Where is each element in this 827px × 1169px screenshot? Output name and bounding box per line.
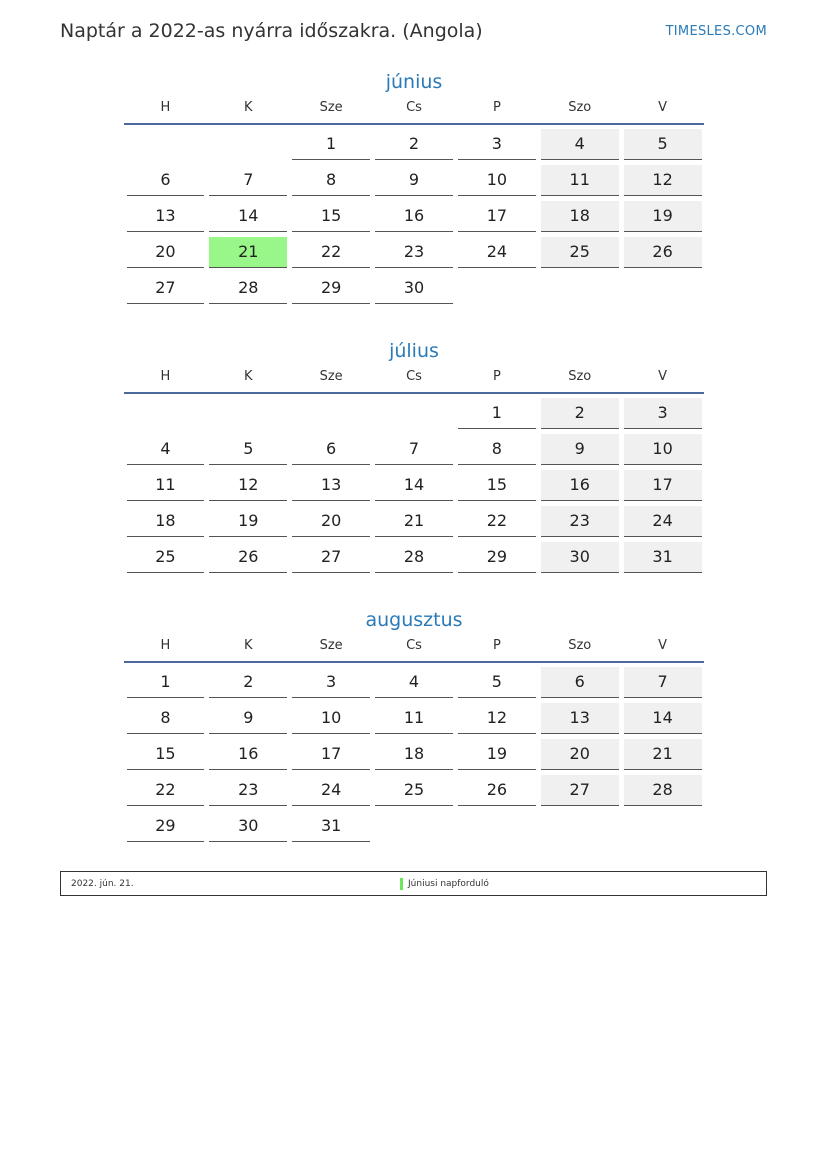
day-cell (455, 771, 538, 807)
day-cell (455, 663, 538, 699)
day-number: 19 (209, 506, 287, 537)
day-cell (538, 161, 621, 197)
empty-day-cell (538, 269, 621, 305)
day-number: 15 (458, 470, 536, 501)
week-row (124, 197, 704, 233)
day-cell (621, 699, 704, 735)
day-number: 20 (127, 237, 205, 268)
day-number: 10 (458, 165, 536, 196)
day-cell (455, 538, 538, 574)
day-number: 12 (458, 703, 536, 734)
day-cell (538, 394, 621, 430)
day-number: 12 (624, 165, 702, 196)
day-cell (124, 466, 207, 502)
day-cell (538, 663, 621, 699)
weekday-label: Cs (406, 100, 422, 115)
day-cell (621, 430, 704, 466)
day-cell (621, 466, 704, 502)
day-number (127, 129, 205, 159)
day-cell (455, 466, 538, 502)
day-cell (621, 538, 704, 574)
week-row (124, 807, 704, 843)
week-row (124, 233, 704, 269)
weekday-label: Cs (406, 638, 422, 653)
day-number: 14 (375, 470, 453, 501)
day-number: 13 (292, 470, 370, 501)
day-cell (373, 466, 456, 502)
weekday-label: V (658, 100, 668, 115)
day-number: 5 (458, 667, 536, 698)
day-number: 7 (209, 165, 287, 196)
day-number: 28 (209, 273, 287, 304)
day-cell (207, 807, 290, 843)
day-number: 29 (458, 542, 536, 573)
day-cell (538, 466, 621, 502)
weekday-label: H (160, 638, 171, 653)
day-cell (373, 430, 456, 466)
day-cell (124, 197, 207, 233)
day-cell (373, 269, 456, 305)
day-number: 24 (624, 506, 702, 537)
week-row (124, 502, 704, 538)
week-row (124, 430, 704, 466)
week-row (124, 394, 704, 430)
day-cell (290, 502, 373, 538)
day-cell (207, 538, 290, 574)
day-number (127, 398, 205, 428)
day-cell (538, 699, 621, 735)
day-number (541, 273, 619, 303)
day-cell (373, 197, 456, 233)
empty-day-cell (538, 807, 621, 843)
day-number: 14 (624, 703, 702, 734)
day-cell (538, 197, 621, 233)
day-cell (207, 233, 290, 269)
day-number (375, 398, 453, 428)
day-cell (290, 466, 373, 502)
day-number: 17 (624, 470, 702, 501)
day-number: 10 (292, 703, 370, 734)
day-cell (290, 807, 373, 843)
day-cell (455, 735, 538, 771)
day-number (292, 398, 370, 428)
weekday-label: H (160, 100, 171, 115)
day-cell (290, 233, 373, 269)
day-cell (455, 502, 538, 538)
empty-day-cell (373, 394, 456, 430)
day-cell (290, 771, 373, 807)
day-number: 30 (541, 542, 619, 573)
day-cell (621, 502, 704, 538)
day-number: 23 (209, 775, 287, 806)
day-cell (538, 538, 621, 574)
weekday-header (124, 635, 704, 663)
day-cell (373, 663, 456, 699)
empty-day-cell (455, 807, 538, 843)
day-number: 4 (375, 667, 453, 698)
empty-day-cell (290, 394, 373, 430)
month-name: június (385, 71, 443, 93)
day-number: 27 (127, 273, 205, 304)
day-number: 15 (127, 739, 205, 770)
day-number (624, 811, 702, 841)
day-cell (538, 735, 621, 771)
day-number: 31 (292, 811, 370, 842)
day-cell (455, 125, 538, 161)
day-cell (124, 735, 207, 771)
day-cell (621, 394, 704, 430)
day-cell (373, 699, 456, 735)
day-cell (373, 161, 456, 197)
day-cell (290, 735, 373, 771)
day-cell (207, 466, 290, 502)
weekday-header (124, 366, 704, 394)
day-number: 29 (292, 273, 370, 304)
day-number: 11 (127, 470, 205, 501)
day-number: 14 (209, 201, 287, 232)
day-number: 8 (127, 703, 205, 734)
day-cell (538, 502, 621, 538)
day-number: 17 (292, 739, 370, 770)
day-cell (124, 269, 207, 305)
day-number: 1 (458, 398, 536, 429)
legend-date: 2022. jún. 21. (71, 879, 134, 889)
weekday-label: Szo (568, 638, 592, 653)
day-number: 10 (624, 434, 702, 465)
empty-day-cell (455, 269, 538, 305)
day-number: 19 (458, 739, 536, 770)
week-row (124, 125, 704, 161)
day-number: 30 (375, 273, 453, 304)
day-cell (124, 699, 207, 735)
weekday-label: H (160, 369, 171, 384)
day-number: 20 (541, 739, 619, 770)
day-cell (124, 233, 207, 269)
day-number: 31 (624, 542, 702, 573)
day-number: 28 (624, 775, 702, 806)
day-cell (207, 430, 290, 466)
day-cell (373, 125, 456, 161)
day-number: 19 (624, 201, 702, 232)
day-number: 12 (209, 470, 287, 501)
day-number: 6 (127, 165, 205, 196)
day-cell (621, 663, 704, 699)
day-cell (290, 663, 373, 699)
day-number: 8 (458, 434, 536, 465)
day-number: 7 (375, 434, 453, 465)
day-cell (207, 197, 290, 233)
day-number: 2 (375, 129, 453, 160)
day-number: 4 (127, 434, 205, 465)
day-cell (455, 430, 538, 466)
weekday-label: Szo (568, 100, 592, 115)
weekday-label: Sze (319, 638, 343, 653)
weekday-label: Cs (406, 369, 422, 384)
day-number (541, 811, 619, 841)
day-number (624, 273, 702, 303)
day-number: 11 (375, 703, 453, 734)
month-name: július (389, 340, 439, 362)
day-number (375, 811, 453, 841)
day-cell (290, 197, 373, 233)
weekday-label: P (492, 100, 501, 115)
day-cell (124, 502, 207, 538)
day-number: 24 (292, 775, 370, 806)
day-number: 13 (541, 703, 619, 734)
day-number: 26 (209, 542, 287, 573)
legend (60, 871, 767, 896)
site-link[interactable]: TIMESLES.COM (665, 24, 767, 39)
empty-day-cell (207, 394, 290, 430)
day-number: 18 (541, 201, 619, 232)
day-number: 13 (127, 201, 205, 232)
day-cell (207, 502, 290, 538)
day-cell (124, 538, 207, 574)
day-number: 11 (541, 165, 619, 196)
day-cell (207, 269, 290, 305)
day-number: 22 (292, 237, 370, 268)
weekday-label: P (492, 369, 501, 384)
week-row (124, 161, 704, 197)
empty-day-cell (621, 807, 704, 843)
day-cell (621, 771, 704, 807)
weekday-header (124, 97, 704, 125)
month-1 (124, 67, 704, 305)
day-number: 4 (541, 129, 619, 160)
day-cell (621, 197, 704, 233)
weekday-label: V (658, 369, 668, 384)
day-number: 21 (375, 506, 453, 537)
day-cell (621, 161, 704, 197)
day-number: 9 (209, 703, 287, 734)
day-number: 28 (375, 542, 453, 573)
day-number: 3 (458, 129, 536, 160)
empty-day-cell (124, 125, 207, 161)
day-number: 2 (541, 398, 619, 429)
day-number: 27 (292, 542, 370, 573)
weekday-label: Sze (319, 100, 343, 115)
day-number: 25 (541, 237, 619, 268)
day-number: 22 (127, 775, 205, 806)
weekday-label: V (658, 638, 668, 653)
day-number: 5 (209, 434, 287, 465)
day-cell (207, 735, 290, 771)
legend-label: Júniusi napforduló (408, 879, 489, 889)
day-number: 23 (375, 237, 453, 268)
day-cell (455, 394, 538, 430)
day-cell (538, 430, 621, 466)
day-number: 8 (292, 165, 370, 196)
day-number: 1 (292, 129, 370, 160)
day-number: 25 (375, 775, 453, 806)
day-number: 16 (209, 739, 287, 770)
day-cell (455, 161, 538, 197)
day-cell (207, 699, 290, 735)
day-number: 2 (209, 667, 287, 698)
empty-day-cell (373, 807, 456, 843)
day-cell (290, 430, 373, 466)
day-number: 3 (624, 398, 702, 429)
weekday-label: P (492, 638, 501, 653)
day-cell (290, 699, 373, 735)
week-row (124, 538, 704, 574)
day-number: 1 (127, 667, 205, 698)
day-cell (207, 663, 290, 699)
day-number: 7 (624, 667, 702, 698)
day-cell (373, 233, 456, 269)
day-number: 25 (127, 542, 205, 573)
day-cell (290, 125, 373, 161)
day-cell (373, 771, 456, 807)
week-row (124, 735, 704, 771)
day-number: 17 (458, 201, 536, 232)
day-cell (373, 735, 456, 771)
day-cell (124, 430, 207, 466)
page-title: Naptár a 2022-as nyárra időszakra. (Angola) (60, 20, 483, 42)
day-number: 18 (127, 506, 205, 537)
day-cell (455, 197, 538, 233)
day-cell (290, 269, 373, 305)
day-cell (124, 663, 207, 699)
week-row (124, 699, 704, 735)
legend-color-swatch (400, 878, 403, 890)
day-number: 3 (292, 667, 370, 698)
month-2 (124, 336, 704, 574)
day-cell (373, 538, 456, 574)
day-number: 6 (292, 434, 370, 465)
day-number: 30 (209, 811, 287, 842)
week-row (124, 466, 704, 502)
month-3 (124, 605, 704, 843)
day-number: 15 (292, 201, 370, 232)
day-cell (455, 233, 538, 269)
day-number: 16 (375, 201, 453, 232)
empty-day-cell (124, 394, 207, 430)
week-row (124, 771, 704, 807)
month-name: augusztus (365, 609, 463, 631)
day-number: 27 (541, 775, 619, 806)
day-number: 16 (541, 470, 619, 501)
day-cell (621, 735, 704, 771)
day-cell (207, 771, 290, 807)
day-number: 21 (209, 237, 287, 268)
day-number (458, 811, 536, 841)
day-number: 26 (624, 237, 702, 268)
day-number: 5 (624, 129, 702, 160)
day-cell (538, 771, 621, 807)
weekday-label: K (244, 638, 253, 653)
day-number: 6 (541, 667, 619, 698)
week-row (124, 663, 704, 699)
day-number: 24 (458, 237, 536, 268)
day-number: 26 (458, 775, 536, 806)
weekday-label: K (244, 100, 253, 115)
day-cell (621, 233, 704, 269)
day-cell (290, 161, 373, 197)
empty-day-cell (207, 125, 290, 161)
day-cell (538, 233, 621, 269)
weekday-label: Szo (568, 369, 592, 384)
day-cell (124, 771, 207, 807)
day-number: 9 (541, 434, 619, 465)
day-number: 18 (375, 739, 453, 770)
day-cell (207, 161, 290, 197)
day-number: 29 (127, 811, 205, 842)
weekday-label: Sze (319, 369, 343, 384)
weekday-label: K (244, 369, 253, 384)
day-cell (124, 807, 207, 843)
week-row (124, 269, 704, 305)
day-cell (538, 125, 621, 161)
day-number: 23 (541, 506, 619, 537)
day-cell (455, 699, 538, 735)
day-cell (290, 538, 373, 574)
day-number (458, 273, 536, 303)
day-cell (124, 161, 207, 197)
day-number: 21 (624, 739, 702, 770)
day-cell (621, 125, 704, 161)
day-number (209, 129, 287, 159)
day-number: 22 (458, 506, 536, 537)
empty-day-cell (621, 269, 704, 305)
day-cell (373, 502, 456, 538)
day-number (209, 398, 287, 428)
day-number: 20 (292, 506, 370, 537)
day-number: 9 (375, 165, 453, 196)
